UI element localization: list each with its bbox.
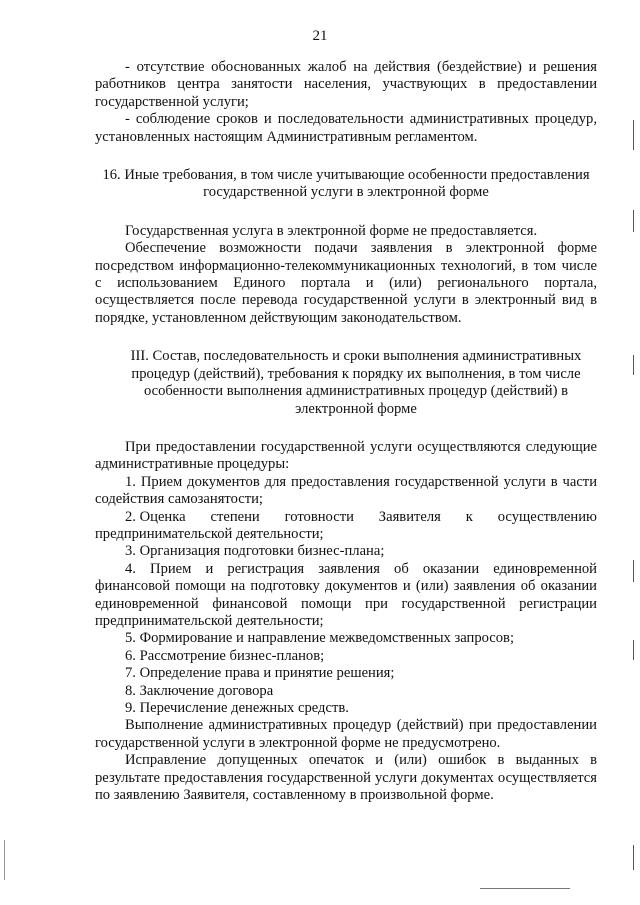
list-item: 7. Определение права и принятие решения; <box>125 665 395 682</box>
scan-edge-mark <box>633 640 634 660</box>
section-3-heading-line: III. Состав, последовательность и сроки выполнения административных <box>130 348 582 365</box>
list-item: 5. Формирование и направление межведомственных запросов; <box>125 630 515 647</box>
paragraph-corrections: Исправление допущенных опечаток и (или) ошибок в выданных в результате предоставления государственной услуги документах осуществляется по заявлению Заявителя, составленному в произвольной форме. <box>95 752 597 804</box>
scan-edge-mark <box>633 210 634 232</box>
section-3-heading-line: электронной форме <box>295 400 417 417</box>
paragraph-deadlines: - соблюдение сроков и последовательности административных процедур, установленных настоящим Административным регламентом. <box>95 111 597 145</box>
document-body <box>95 59 597 804</box>
list-item-2-word: Заявителя <box>378 508 441 525</box>
scan-edge-mark <box>633 845 634 870</box>
paragraph-not-provided: Выполнение административных процедур (действий) при предоставлении государственной услуги в электронной форме не предусмотрено. <box>95 717 597 751</box>
section-3-heading <box>95 348 597 418</box>
scan-edge-mark <box>4 840 5 880</box>
list-item: 1. Прием документов для предоставления государственной услуги в части содействия самозанятости; <box>95 473 597 508</box>
paragraph-electronic-submission: Обеспечение возможности подачи заявления в электронной форме посредством информационно-телекоммуникационных технологий, в том числе с использованием Единого портала и (или) регионального портала, осуществляется после перевода государственной услуги в электронный вид в порядке, установленном действующим законодательством. <box>95 240 597 326</box>
list-item: 9. Перечисление денежных средств. <box>125 700 349 716</box>
list-item: 3. Организация подготовки бизнес-плана; <box>125 543 385 560</box>
list-item: 8. Заключение договора <box>125 682 274 699</box>
list-item: 4. Прием и регистрация заявления об оказании единовременной финансовой помощи на подготовку документов и (или) заявления об оказании единовременной финансовой помощи при государственной регистрации предпринимательской деятельности; <box>95 560 597 629</box>
scan-edge-mark <box>480 888 570 889</box>
section-3-heading-line: особенности выполнения административных процедур (действий) в <box>143 383 569 400</box>
paragraph-procedures-intro: При предоставлении государственной услуги осуществляются следующие административные процедуры: <box>95 438 597 473</box>
section-3-heading-line: процедур (действий), требования к порядку их выполнения, в том числе <box>131 365 581 382</box>
list-item-2-first-line <box>95 509 597 526</box>
list-item-2-rest: предпринимательской деятельности; <box>95 525 324 542</box>
page-number: 21 <box>312 28 328 44</box>
list-item-2-word: к <box>465 508 473 525</box>
scan-edge-mark <box>633 560 634 582</box>
list-item-2-word: осуществлению <box>497 508 597 525</box>
list-item: 6. Рассмотрение бизнес-планов; <box>125 647 325 664</box>
list-item-2-word: готовности <box>284 508 354 525</box>
list-item-2-word: 2. Оценка <box>125 508 186 525</box>
section-16-heading-line: государственной услуги в электронной форме <box>203 184 489 201</box>
paragraph-no-electronic: Государственная услуга в электронной форме не предоставляется. <box>125 222 538 239</box>
scan-edge-mark <box>633 355 634 375</box>
list-item-2-word: степени <box>210 508 260 525</box>
scan-edge-mark <box>633 120 634 150</box>
section-16-heading <box>95 167 597 202</box>
paragraph-no-complaints: - отсутствие обоснованных жалоб на действия (бездействие) и решения работников центра занятости населения, участвующих в предоставлении государственной услуги; <box>95 59 597 110</box>
section-16-heading-line: 16. Иные требования, в том числе учитывающие особенности предоставления <box>102 167 590 184</box>
